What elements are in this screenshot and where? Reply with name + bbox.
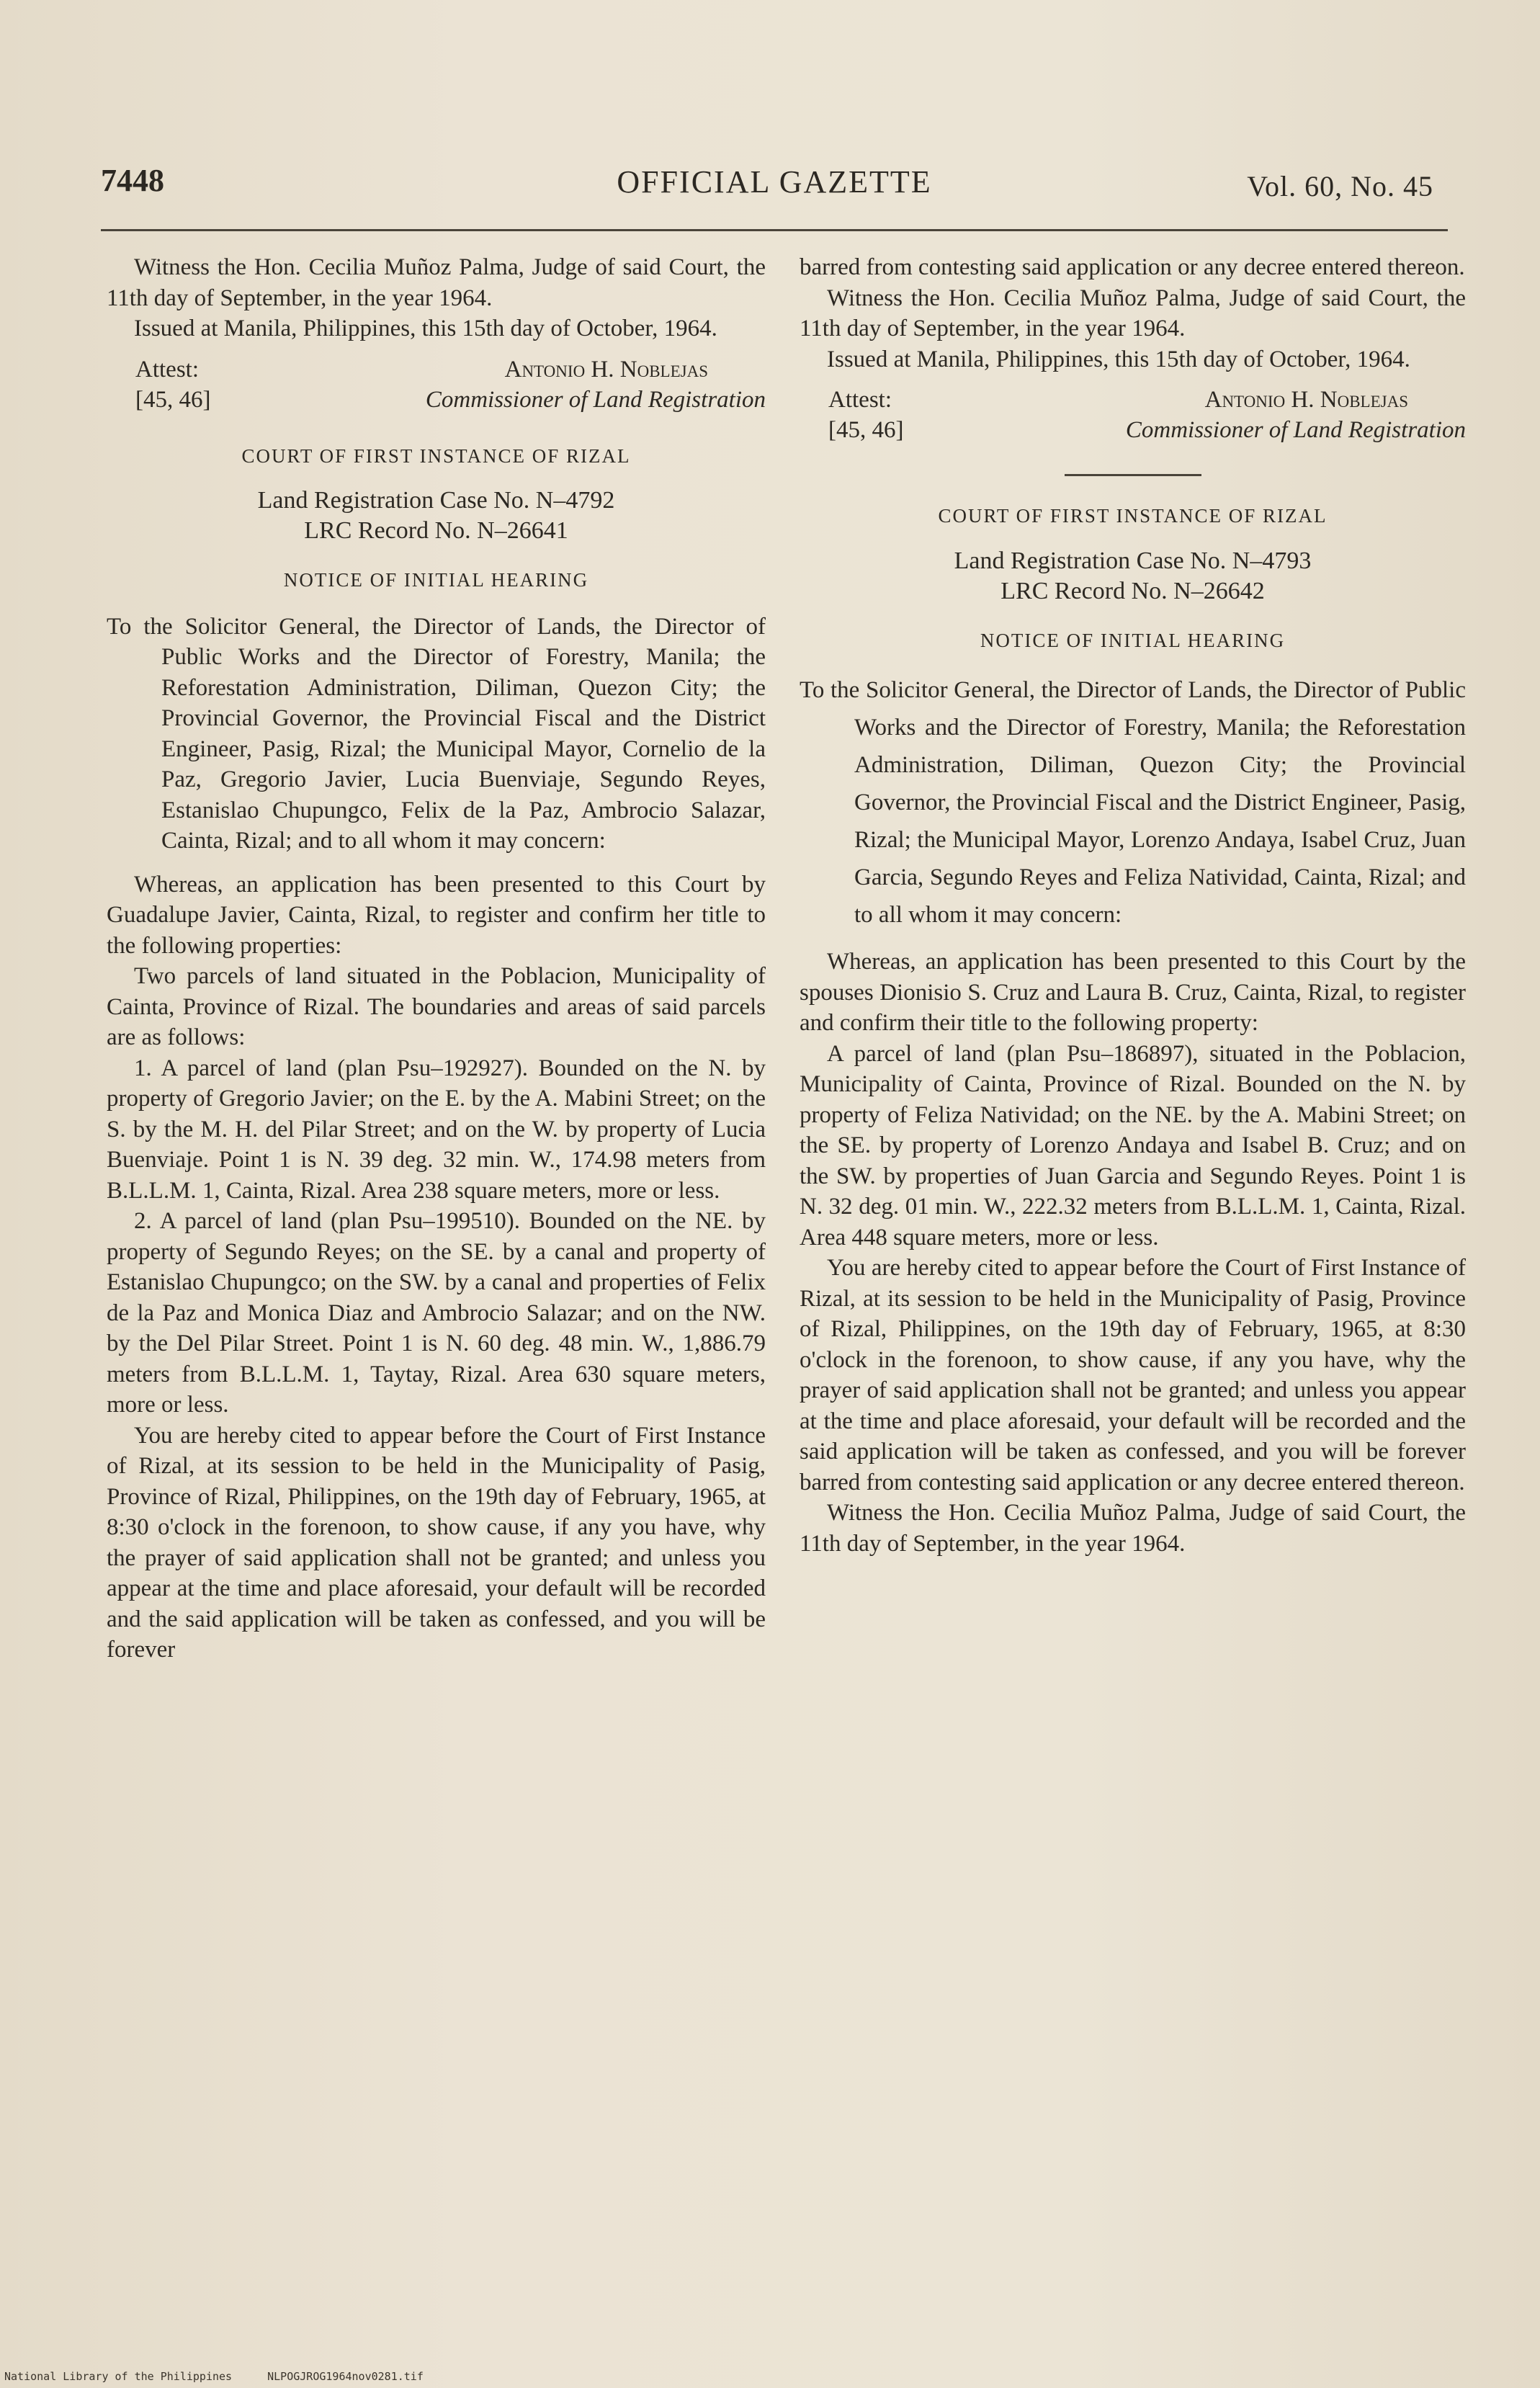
case-number: Land Registration Case No. N–4792 xyxy=(257,487,615,514)
case-number: Land Registration Case No. N–4793 xyxy=(954,547,1312,574)
address-paragraph: To the Solicitor General, the Director of Lands, the Director of Public Works and the Director of Forestry, Manila; the Reforestation Administration, Diliman, Quezon City; the Provincial Governor, the Provincial Fiscal and the District Engineer, Pasig, Rizal; the Municipal Mayor, Cornelio de la Paz, Gregorio Javier, Lucia Buenviaje, Segundo Reyes, Estanislao Chupungco, Felix de la Paz, Ambrocio Salazar, Cainta, Rizal; and to all whom it may concern: xyxy=(107,613,766,854)
right-column xyxy=(800,252,1466,1559)
scan-footer xyxy=(4,2370,452,2383)
parcel-2-paragraph: 2. A parcel of land (plan Psu–199510). Bounded on the NE. by property of Segundo Reyes; on the SE. by a canal and property of Estanislao Chupungco; on the SW. by a canal and properties of Felix de la Paz and Monica Diaz and Ambrocio Salazar; and on the NW. by the Del Pilar Street. Point 1 is N. 60 deg. 48 min. W., 1,886.79 meters from B.L.L.M. 1, Taytay, Rizal. Area 630 square meters, more or less. xyxy=(107,1208,766,1418)
court-heading: COURT OF FIRST INSTANCE OF RIZAL xyxy=(938,505,1328,527)
cited-paragraph: You are hereby cited to appear before the Court of First Instance of Rizal, at its session to be held in the Municipality of Pasig, Province of Rizal, Philippines, on the 19th day of February, 1965, at 8:30 o'clock in the forenoon, to show cause, if any you have, why the prayer of said application shall not be granted; and unless you appear at the time and place aforesaid, your default will be recorded and the said application will be taken as confessed, and you will be forever barred from contesting said application or any decree entered thereon. xyxy=(800,1255,1466,1495)
court-heading: COURT OF FIRST INSTANCE OF RIZAL xyxy=(241,444,631,467)
lrc-record-number: LRC Record No. N–26642 xyxy=(1000,577,1265,604)
cited-paragraph: You are hereby cited to appear before the Court of First Instance of Rizal, at its session to be held in the Municipality of Pasig, Province of Rizal, Philippines, on the 19th day of February, 1965, at 8:30 o'clock in the forenoon, to show cause, if any you have, why the prayer of said application shall not be granted; and unless you appear at the time and place aforesaid, your default will be recorded and the said application will be taken as confessed, and you will be forever xyxy=(107,1422,766,1663)
witness-paragraph: Witness the Hon. Cecilia Muñoz Palma, Judge of said Court, the 11th day of September, in the year 1964. xyxy=(107,254,766,311)
header-rule xyxy=(101,229,1448,231)
left-column xyxy=(107,252,766,1665)
attest-reference: [45, 46] xyxy=(135,386,211,413)
commissioner-title: Commissioner of Land Registration xyxy=(1125,417,1466,443)
section-separator xyxy=(1065,474,1201,476)
case-heading xyxy=(107,486,766,546)
publication-title: OFFICIAL GAZETTE xyxy=(617,164,932,200)
issued-paragraph: Issued at Manila, Philippines, this 15th day of October, 1964. xyxy=(134,316,717,341)
commissioner-name: Antonio H. Noblejas xyxy=(504,356,708,383)
parcel-1-paragraph: 1. A parcel of land (plan Psu–192927). Bounded on the N. by property of Gregorio Javier; on the E. by the A. Mabini Street; on the S. by the M. H. del Pilar Street; and on the W. by property of Lucia Buenviaje. Point 1 is N. 39 deg. 32 min. W., 174.98 meters from B.L.L.M. 1, Cainta, Rizal. Area 238 square meters, more or less. xyxy=(107,1055,766,1204)
attestation-block xyxy=(107,354,766,419)
continued-paragraph: barred from contesting said application or any decree entered thereon. xyxy=(800,254,1465,280)
scan-filename: NLPOGJROG1964nov0281.tif xyxy=(267,2370,424,2383)
attestation-block xyxy=(800,385,1466,450)
witness-paragraph: Witness the Hon. Cecilia Muñoz Palma, Judge of said Court, the 11th day of September, in the year 1964. xyxy=(800,285,1466,341)
witness-paragraph-2: Witness the Hon. Cecilia Muñoz Palma, Judge of said Court, the 11th day of September, in the year 1964. xyxy=(800,1500,1466,1557)
attest-label: Attest: xyxy=(828,387,892,413)
page-header xyxy=(101,162,1448,213)
parcel-paragraph: A parcel of land (plan Psu–186897), situated in the Poblacion, Municipality of Cainta, Province of Rizal. Bounded on the N. by property of Feliza Natividad; on the NE. by the A. Mabini Street; on the SE. by property of Lorenzo Andaya and Isabel B. Cruz; and on the SW. by properties of Juan Garcia and Segundo Reyes. Point 1 is N. 32 deg. 01 min. W., 222.32 meters from B.L.L.M. 1, Cainta, Rizal. Area 448 square meters, more or less. xyxy=(800,1040,1466,1251)
notice-heading: NOTICE OF INITIAL HEARING xyxy=(283,569,589,591)
address-paragraph: To the Solicitor General, the Director of Lands, the Director of Public Works and the Director of Forestry, Manila; the Reforestation Administration, Diliman, Quezon City; the Provincial Governor, the Provincial Fiscal and the District Engineer, Pasig, Rizal; the Municipal Mayor, Lorenzo Andaya, Isabel Cruz, Juan Garcia, Segundo Reyes and Feliza Natividad, Cainta, Rizal; and to all whom it may concern: xyxy=(800,677,1466,928)
commissioner-name: Antonio H. Noblejas xyxy=(1204,387,1408,413)
lrc-record-number: LRC Record No. N–26641 xyxy=(304,517,568,544)
attest-label: Attest: xyxy=(135,356,199,383)
notice-heading: NOTICE OF INITIAL HEARING xyxy=(980,629,1286,651)
whereas-paragraph: Whereas, an application has been presented to this Court by the spouses Dionisio S. Cruz and Laura B. Cruz, Cainta, Rizal, to register and confirm their title to the following property: xyxy=(800,949,1466,1036)
whereas-paragraph: Whereas, an application has been presented to this Court by Guadalupe Javier, Cainta, Rizal, to register and confirm her title to the following properties: xyxy=(107,871,766,959)
page-number: 7448 xyxy=(101,163,164,198)
case-heading xyxy=(800,546,1466,607)
issued-paragraph: Issued at Manila, Philippines, this 15th day of October, 1964. xyxy=(827,346,1410,372)
volume-number: Vol. 60, No. 45 xyxy=(1247,170,1433,202)
commissioner-title: Commissioner of Land Registration xyxy=(425,386,766,413)
parcels-paragraph: Two parcels of land situated in the Poblacion, Municipality of Cainta, Province of Rizal. The boundaries and areas of said parcels are as follows: xyxy=(107,963,766,1050)
attest-reference: [45, 46] xyxy=(828,417,904,443)
library-credit: National Library of the Philippines xyxy=(4,2370,233,2383)
